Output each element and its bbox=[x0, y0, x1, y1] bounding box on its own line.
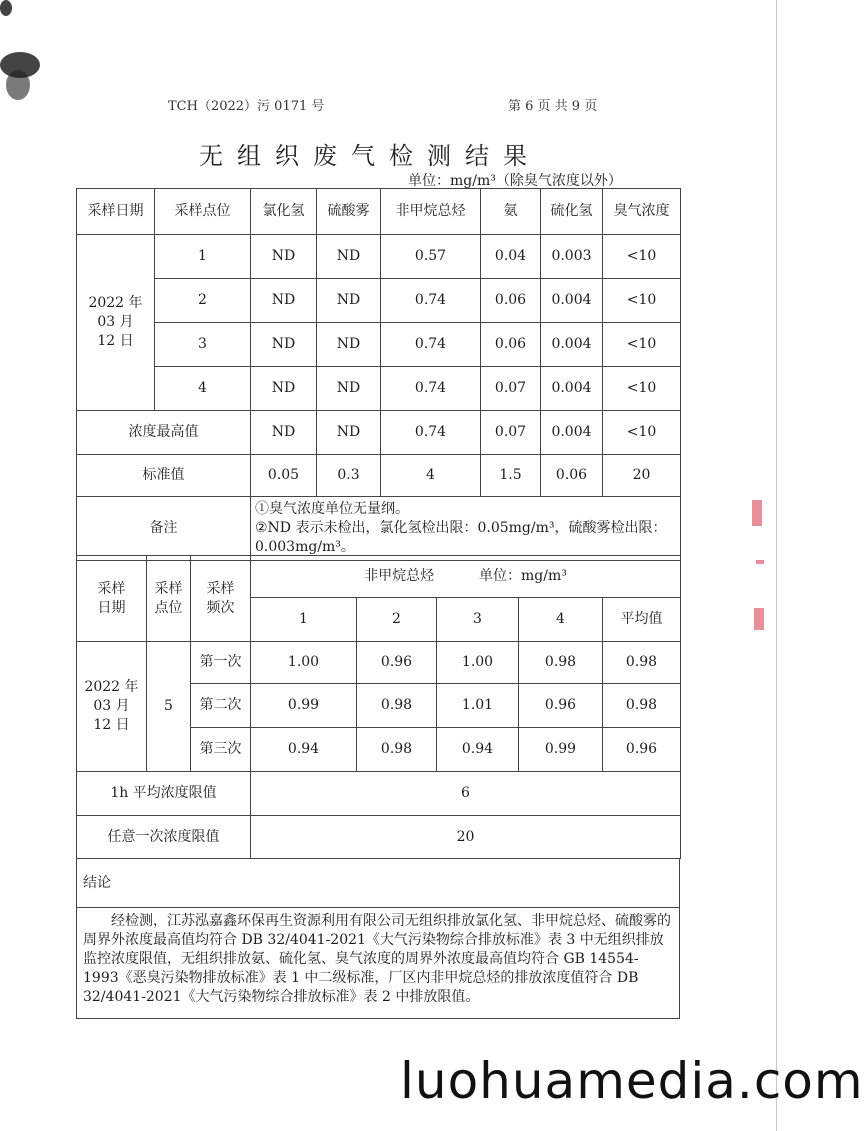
table-cell: <10 bbox=[603, 235, 681, 279]
table-cell: ND bbox=[251, 323, 317, 367]
table-cell: 0.96 bbox=[519, 684, 603, 728]
table-cell: 20 bbox=[603, 455, 681, 497]
date-month: 03 月 bbox=[97, 314, 134, 331]
header-line: 点位 bbox=[154, 599, 183, 616]
watermark: luohuamedia.com bbox=[400, 1052, 864, 1110]
remarks-cell bbox=[251, 497, 681, 561]
table-cell: 0.003 bbox=[541, 235, 603, 279]
table-cell: 0.004 bbox=[541, 323, 603, 367]
red-stamp-fragment bbox=[754, 608, 764, 630]
table-cell: 0.07 bbox=[481, 411, 541, 455]
date-year: 2022 年 bbox=[84, 679, 139, 696]
table-cell: 1.5 bbox=[481, 455, 541, 497]
table-cell: 1.00 bbox=[251, 642, 357, 684]
standard-value-row bbox=[77, 455, 681, 497]
table-cell: 1.00 bbox=[437, 642, 519, 684]
table-cell: ND bbox=[317, 411, 381, 455]
remark-line: ①臭气浓度单位无量纲。 bbox=[255, 501, 409, 518]
col-header: 臭气浓度 bbox=[603, 189, 681, 235]
table-cell: 0.74 bbox=[381, 323, 481, 367]
table-cell: 6 bbox=[251, 772, 681, 816]
table-cell: 0.98 bbox=[357, 728, 437, 772]
table-cell: 0.004 bbox=[541, 411, 603, 455]
table-row bbox=[77, 279, 681, 323]
table-cell: 0.74 bbox=[381, 411, 481, 455]
table-cell: 0.004 bbox=[541, 279, 603, 323]
table-cell: ND bbox=[317, 279, 381, 323]
table-cell: <10 bbox=[603, 411, 681, 455]
table-cell: 0.06 bbox=[481, 323, 541, 367]
date-day: 12 日 bbox=[93, 716, 130, 733]
date-day: 12 日 bbox=[97, 332, 134, 349]
table-cell: 3 bbox=[155, 323, 251, 367]
col-header: 平均值 bbox=[603, 598, 681, 642]
table-cell: 0.07 bbox=[481, 367, 541, 411]
limit-row bbox=[77, 816, 681, 859]
col-header: 氯化氢 bbox=[251, 189, 317, 235]
table-row bbox=[77, 323, 681, 367]
table-cell: 0.94 bbox=[437, 728, 519, 772]
document-number: TCH（2022）污 0171 号 bbox=[168, 99, 325, 114]
max-value-row bbox=[77, 411, 681, 455]
table-cell: 0.57 bbox=[381, 235, 481, 279]
header-line: 频次 bbox=[206, 599, 235, 616]
col-header: 2 bbox=[357, 598, 437, 642]
table-cell: 0.3 bbox=[317, 455, 381, 497]
scan-blot bbox=[6, 70, 30, 100]
frequency-cell: 第三次 bbox=[191, 728, 251, 772]
table-cell: 0.99 bbox=[251, 684, 357, 728]
sampling-date-cell bbox=[77, 642, 147, 772]
table-cell: 0.04 bbox=[481, 235, 541, 279]
conclusion-head-row bbox=[77, 859, 680, 908]
scan-edge-line bbox=[776, 0, 777, 1131]
table-cell: 0.05 bbox=[251, 455, 317, 497]
table-cell: 0.98 bbox=[519, 642, 603, 684]
red-stamp-fragment bbox=[752, 500, 762, 526]
table-row bbox=[77, 642, 681, 684]
table-cell: 0.98 bbox=[603, 684, 681, 728]
table-cell: 1 bbox=[155, 235, 251, 279]
col-header: 1 bbox=[251, 598, 357, 642]
table-cell: ND bbox=[251, 279, 317, 323]
table-cell: 0.06 bbox=[481, 279, 541, 323]
date-year: 2022 年 bbox=[88, 295, 143, 312]
table-cell: ND bbox=[251, 367, 317, 411]
table-cell: 2 bbox=[155, 279, 251, 323]
table-header-row bbox=[77, 556, 681, 598]
page-number: 第 6 页 共 9 页 bbox=[508, 99, 598, 114]
header-line: 采样 bbox=[97, 580, 126, 597]
col-header: 4 bbox=[519, 598, 603, 642]
table-cell: ND bbox=[251, 411, 317, 455]
date-month: 03 月 bbox=[93, 698, 130, 715]
table-header-row bbox=[77, 189, 681, 235]
table-cell: 0.98 bbox=[603, 642, 681, 684]
parameter-unit: 单位：mg/m³ bbox=[479, 568, 567, 585]
frequency-cell: 第一次 bbox=[191, 642, 251, 684]
red-stamp-fragment bbox=[756, 560, 764, 564]
table-cell: ND bbox=[317, 323, 381, 367]
header-line: 日期 bbox=[97, 599, 126, 616]
table-cell: ND bbox=[317, 367, 381, 411]
table-cell: 0.004 bbox=[541, 367, 603, 411]
row-label: 标准值 bbox=[77, 455, 251, 497]
table-cell: 4 bbox=[155, 367, 251, 411]
table-row bbox=[77, 235, 681, 279]
table-cell: 0.94 bbox=[251, 728, 357, 772]
col-header: 采样点位 bbox=[155, 189, 251, 235]
col-header: 采样日期 bbox=[77, 189, 155, 235]
table-cell: 0.74 bbox=[381, 367, 481, 411]
table-cell: ND bbox=[251, 235, 317, 279]
col-header: 硫酸雾 bbox=[317, 189, 381, 235]
unit-note: 单位：mg/m³（除臭气浓度以外） bbox=[408, 173, 622, 189]
remarks-row bbox=[77, 497, 681, 561]
conclusion-label: 结论 bbox=[77, 859, 680, 908]
table-row bbox=[77, 367, 681, 411]
row-label: 1h 平均浓度限值 bbox=[77, 772, 251, 816]
conclusion-body-row bbox=[77, 908, 680, 1019]
table-cell: 0.96 bbox=[357, 642, 437, 684]
table-cell: <10 bbox=[603, 279, 681, 323]
row-label: 备注 bbox=[77, 497, 251, 561]
col-header bbox=[147, 556, 191, 642]
frequency-cell: 第二次 bbox=[191, 684, 251, 728]
header-line: 采样 bbox=[154, 580, 183, 597]
col-header bbox=[191, 556, 251, 642]
conclusion-text: 经检测，江苏泓嘉鑫环保再生资源利用有限公司无组织排放氯化氢、非甲烷总烃、硫酸雾的周界外浓度最高值均符合 DB 32/4041-2021《大气污染物综合排放标准》表 3 中无组织排放监控浓度限值，无组织排放氨、硫化氢、臭气浓度的周界外浓度最高值均符合 GB 14554-1993《恶臭污染物排放标准》表 1 中二级标准，厂区内非甲烷总烃的排放浓度值符合 DB 32/4041-2021《大气污染物综合排放标准》表 2 中排放限值。 bbox=[77, 908, 680, 1019]
scan-blot bbox=[0, 0, 12, 16]
table-cell: <10 bbox=[603, 367, 681, 411]
remark-line: ②ND 表示未检出，氯化氢检出限：0.05mg/m³，硫酸雾检出限：0.003mg/m³。 bbox=[255, 520, 667, 555]
conclusion-table bbox=[76, 858, 680, 1019]
table-cell: ND bbox=[317, 235, 381, 279]
col-header: 硫化氢 bbox=[541, 189, 603, 235]
col-header: 氨 bbox=[481, 189, 541, 235]
table-cell: <10 bbox=[603, 323, 681, 367]
col-header: 3 bbox=[437, 598, 519, 642]
row-label: 任意一次浓度限值 bbox=[77, 816, 251, 859]
row-label: 浓度最高值 bbox=[77, 411, 251, 455]
header-line: 采样 bbox=[206, 580, 235, 597]
parameter-header bbox=[251, 556, 681, 598]
table-cell: 1.01 bbox=[437, 684, 519, 728]
table-cell: 0.06 bbox=[541, 455, 603, 497]
table-cell: 0.96 bbox=[603, 728, 681, 772]
table-cell: 0.74 bbox=[381, 279, 481, 323]
sampling-date-cell bbox=[77, 235, 155, 411]
parameter-name: 非甲烷总烃 bbox=[364, 568, 435, 585]
col-header bbox=[77, 556, 147, 642]
sampling-point-cell: 5 bbox=[147, 642, 191, 772]
table-cell: 4 bbox=[381, 455, 481, 497]
table-cell: 0.98 bbox=[357, 684, 437, 728]
page-title: 无组织废气检测结果 bbox=[199, 142, 541, 170]
results-table bbox=[76, 188, 681, 561]
table-cell: 0.99 bbox=[519, 728, 603, 772]
nmhc-table bbox=[76, 555, 681, 859]
col-header: 非甲烷总烃 bbox=[381, 189, 481, 235]
limit-row bbox=[77, 772, 681, 816]
table-cell: 20 bbox=[251, 816, 681, 859]
